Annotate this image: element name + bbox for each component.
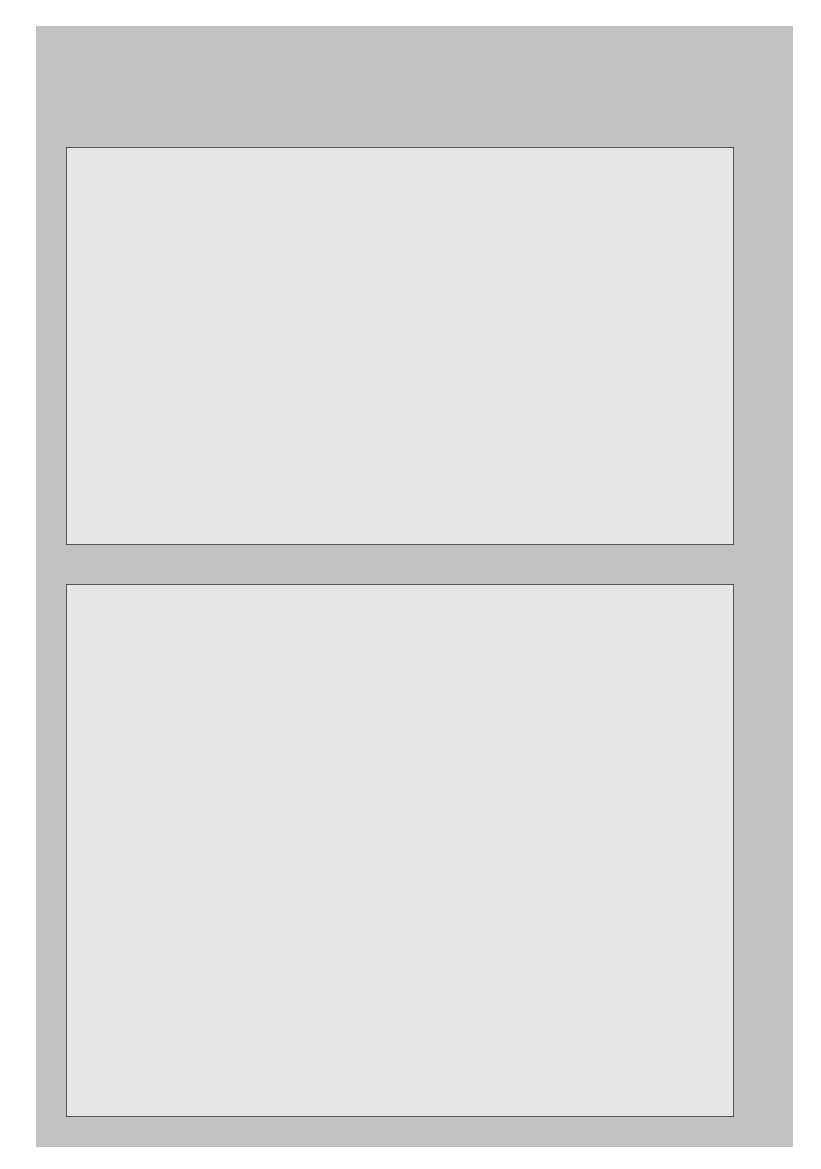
section-b-box: [66, 584, 734, 1117]
section-a-box: [66, 147, 734, 545]
